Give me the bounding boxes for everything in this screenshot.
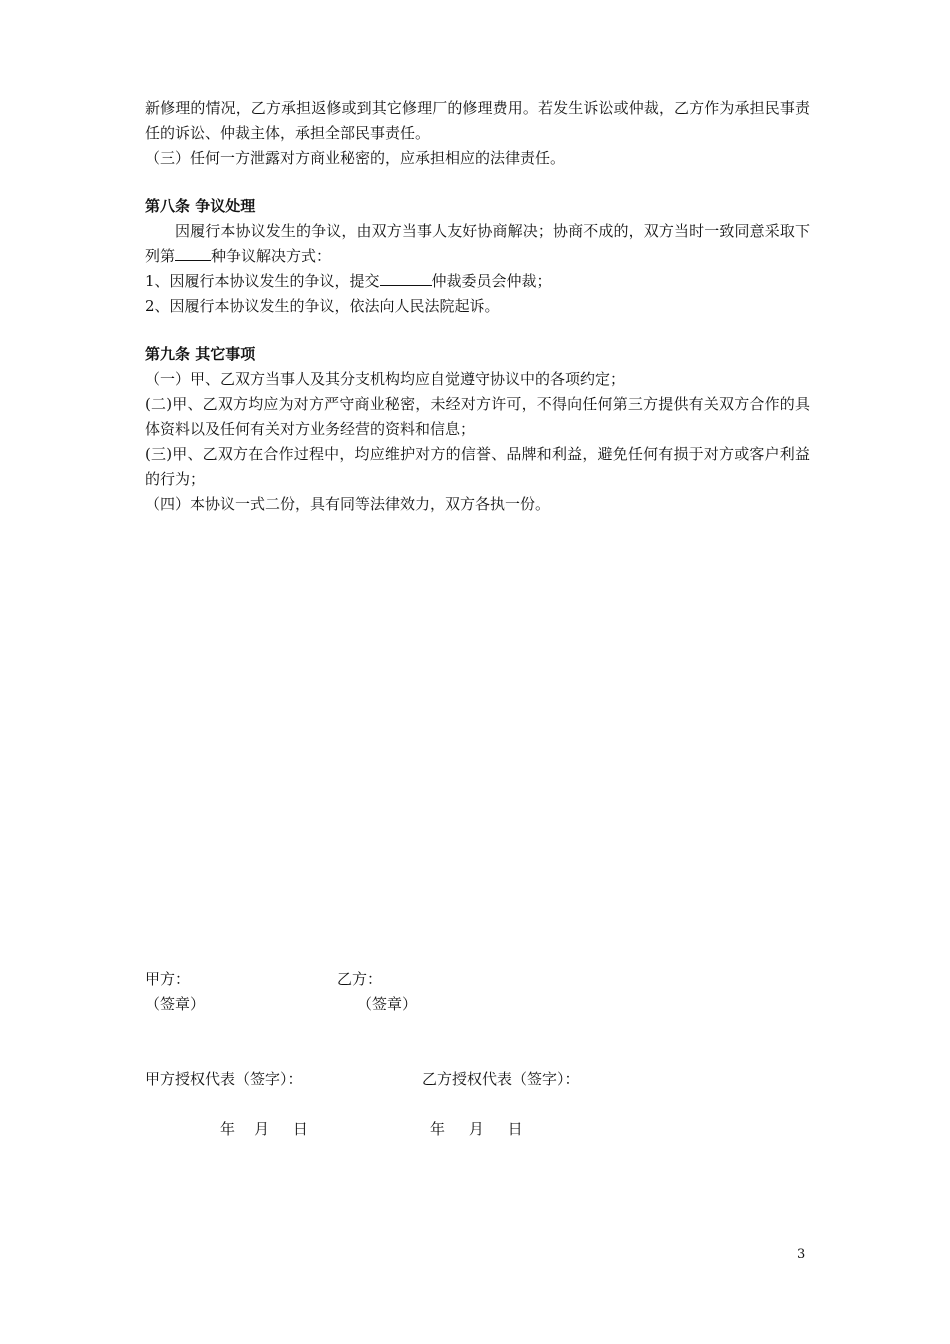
party-b-seal: （签章） [357,995,418,1013]
article7-item-3: （三）任何一方泄露对方商业秘密的，应承担相应的法律责任。 [145,149,566,167]
article8-option-1 [145,269,810,294]
article8-option-1-text-end: 仲裁委员会仲裁； [431,272,552,290]
article8-title: 第八条 争议处理 [145,197,256,215]
page-number: 3 [797,1247,806,1262]
article9-item: （四）本协议一式二份，具有同等法律效力，双方各执一份。 [145,495,551,513]
article8-option-2: 2、因履行本协议发生的争议，依法向人民法院起诉。 [145,297,500,315]
article8-intro-text-end: 种争议解决方式： [211,247,332,265]
article9-item: （一）甲、乙双方当事人及其分支机构均应自觉遵守协议中的各项约定； [145,370,626,388]
article9-title: 第九条 其它事项 [145,345,256,363]
article8-intro [145,219,810,269]
document-body [145,96,810,517]
party-b-label: 乙方： [337,970,383,988]
party-a-label: 甲方： [145,970,191,988]
party-a-date: 年 月 日 [220,1120,308,1138]
article9-item: (二)甲、乙双方均应为对方严守商业秘密，未经对方许可，不得向任何第三方提供有关双方合作的具体资料以及任何有关对方业务经营的资料和信息； [145,395,810,438]
article7-continuation: 新修理的情况，乙方承担返修或到其它修理厂的修理费用。若发生诉讼或仲裁，乙方作为承担民事责任的诉讼、仲裁主体，承担全部民事责任。 [145,99,810,142]
party-a-seal: （签章） [145,995,206,1013]
party-a-representative: 甲方授权代表（签字）： [145,1070,303,1088]
spacer [145,319,810,342]
article8-option-1-text: 1、因履行本协议发生的争议，提交 [145,272,380,290]
article8-intro-text: 因履行本协议发生的争议，由双方当事人友好协商解决；协商不成的，双方当时一致同意采取下列第 [145,222,810,265]
party-b-date: 年 月 日 [430,1120,523,1138]
blank-fill-line [380,269,432,286]
spacer [145,171,810,194]
article9-item: (三)甲、乙双方在合作过程中，均应维护对方的信誉、品牌和利益，避免任何有损于对方或客户利益的行为； [145,445,810,488]
party-b-representative: 乙方授权代表（签字）： [422,1070,580,1088]
blank-fill-line [175,244,211,261]
